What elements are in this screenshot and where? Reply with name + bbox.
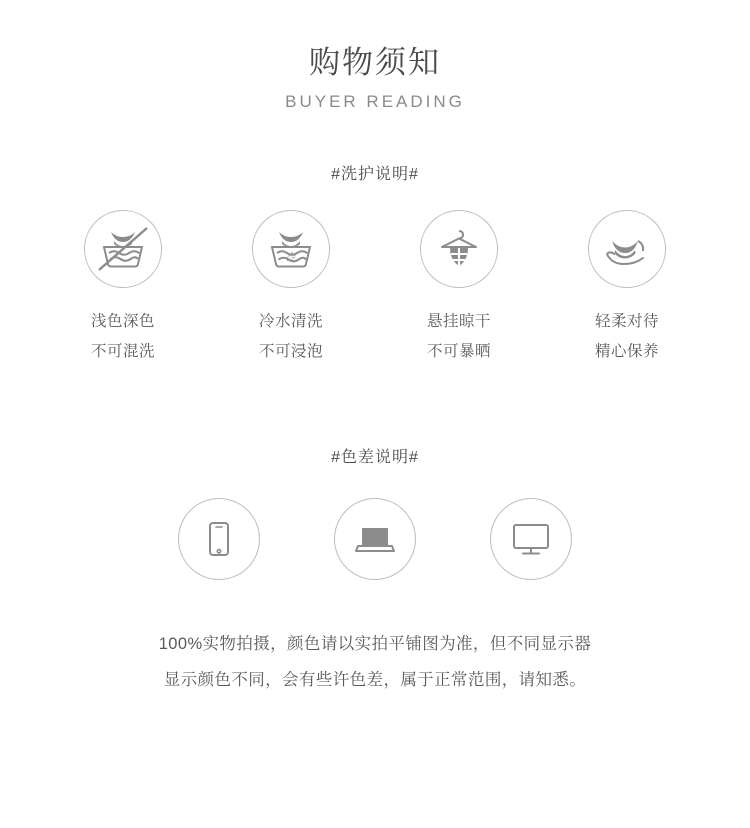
device-item-monitor [490,498,572,580]
care-item-cold-water-wash [229,210,353,367]
hang-dry-icon [430,220,488,278]
color-difference-heading: #色差说明# [331,448,419,466]
care-icon-circle [84,210,162,288]
smartphone-icon [192,512,246,566]
notes-line2: 显示颜色不同，会有些许色差，属于正常范围，请知悉。 [163,670,587,689]
care-item-hang-dry [397,210,521,367]
care-icon-circle [588,210,666,288]
care-caption-line1: 浅色深色 [90,312,155,330]
care-item-no-mixed-wash [61,210,185,367]
wash-care-heading: #洗护说明# [331,165,419,183]
laptop-icon [348,512,402,566]
care-icon-circle [252,210,330,288]
wash-care-row [0,210,750,367]
care-caption-line2: 不可浸泡 [258,342,323,360]
care-item-caption [397,307,521,367]
page-header [0,0,750,112]
page-subtitle: BUYER READING [285,91,465,111]
device-row [0,498,750,580]
device-item-smartphone [178,498,260,580]
care-item-caption [61,307,185,367]
cold-water-badge-label: 冷 [286,252,296,264]
gentle-care-hand-icon [598,220,656,278]
care-caption-line2: 不可混洗 [90,342,155,360]
cold-water-wash-icon [262,220,320,278]
care-item-gentle-care [565,210,689,367]
page-title: 购物须知 [309,45,441,80]
notes-line1: 100%实物拍摄，颜色请以实拍平铺图为准，但不同显示器 [158,634,592,653]
care-item-caption [229,307,353,367]
care-caption-line1: 冷水清洗 [258,312,323,330]
care-caption-line2: 精心保养 [594,342,659,360]
care-caption-line1: 悬挂晾干 [426,312,491,330]
no-mixed-wash-icon [94,220,152,278]
desktop-monitor-icon [504,512,558,566]
color-difference-notes [0,626,750,698]
care-caption-line1: 轻柔对待 [594,312,659,330]
care-caption-line2: 不可暴晒 [426,342,491,360]
device-item-laptop [334,498,416,580]
care-icon-circle [420,210,498,288]
care-item-caption [565,307,689,367]
